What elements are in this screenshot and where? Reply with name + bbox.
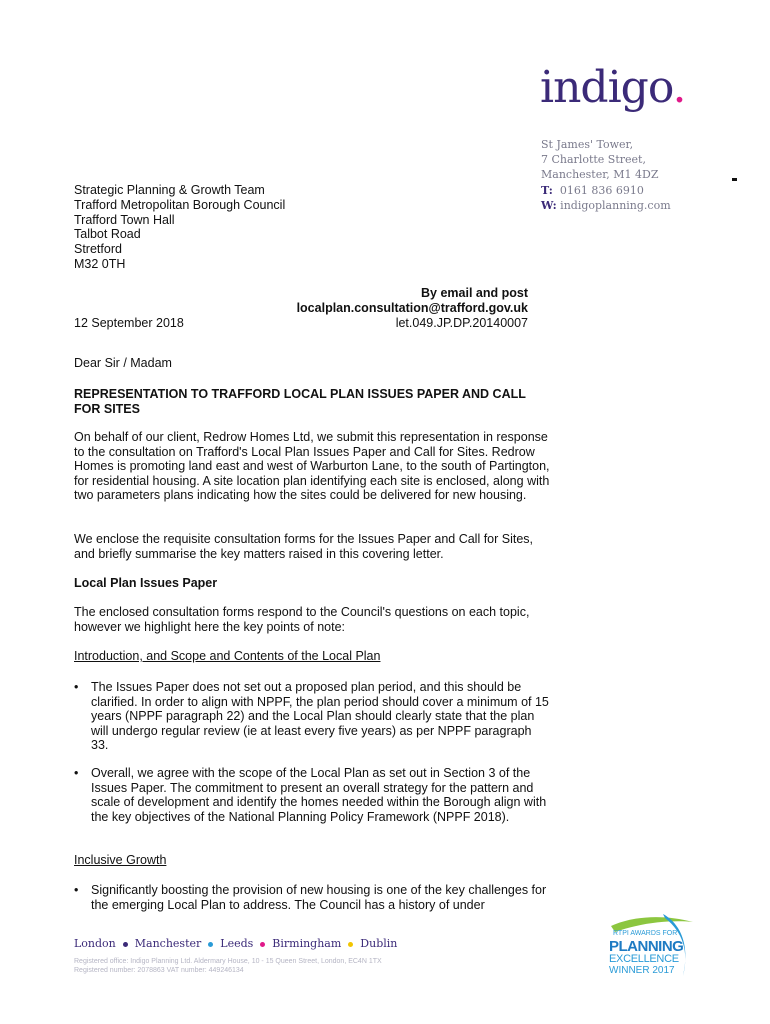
subheading-scope: Introduction, and Scope and Contents of the Local Plan	[74, 649, 381, 663]
phone-line	[541, 183, 671, 198]
address-line: Manchester, M1 4DZ	[541, 168, 659, 181]
web-label: W:	[541, 199, 557, 212]
logo-dot: .	[672, 62, 686, 113]
paragraph-enclosures: We enclose the requisite consultation forms for the Issues Paper and Call for Sites, and briefly summarise the key matters raised in this covering letter.	[74, 532, 534, 561]
office-separator-dot	[260, 942, 265, 947]
award-line: EXCELLENCE	[609, 953, 679, 965]
letter-subject: REPRESENTATION TO TRAFFORD LOCAL PLAN ISSUES PAPER AND CALL FOR SITES	[74, 387, 526, 416]
address-line: 7 Charlotte Street,	[541, 153, 646, 166]
consultation-email: localplan.consultation@trafford.gov.uk	[296, 300, 528, 315]
bullet-plan-period: • The Issues Paper does not set out a proposed plan period, and this should be clarified. In order to align with NPPF, the plan period should cover a minimum of 15 years (NPPF paragraph 22) and the Local Plan should clearly state that the plan will undergo regular review (ie at least every five years) as per NPPF paragraph 33.	[74, 680, 550, 753]
office-separator-dot	[208, 942, 213, 947]
bullet-list	[74, 883, 550, 912]
letter-reference: let.049.JP.DP.20140007	[395, 316, 528, 330]
phone-label: T:	[541, 184, 553, 197]
delivery-text: By email and post	[421, 286, 528, 300]
office-name: Manchester	[134, 937, 202, 950]
recipient-line: M32 0TH	[74, 256, 126, 271]
recipient-line: Trafford Metropolitan Borough Council	[74, 197, 286, 212]
logo-text: indigo	[540, 62, 673, 113]
recipient-line: Talbot Road	[74, 227, 141, 242]
bullet-housing: • Significantly boosting the provision of new housing is one of the key challenges for the emerging Local Plan to address. The Council has a history of under	[74, 883, 550, 912]
office-name: Dublin	[360, 937, 398, 950]
sender-address	[541, 137, 659, 182]
section-heading: Local Plan Issues Paper	[74, 576, 218, 590]
award-line: PLANNING	[609, 938, 684, 955]
paragraph-forms: The enclosed consultation forms respond to the Council's questions on each topic, however we highlight here the key points of note:	[74, 605, 530, 634]
subheading-inclusive-growth: Inclusive Growth	[74, 853, 167, 867]
recipient-line: Stretford	[74, 242, 122, 257]
indigo-logo	[540, 62, 686, 113]
margin-mark	[732, 178, 737, 181]
award-line: WINNER 2017	[609, 965, 675, 976]
phone-number: 0161 836 6910	[559, 184, 644, 197]
paragraph-intro: On behalf of our client, Redrow Homes Ltd, we submit this representation in response to the consultation on Trafford's Local Plan Issues Paper and Call for Sites. Redrow Homes is promoting land east and west of Warburton Lane, to the south of Partington, for residential housing. A site location plan identifying each site is enclosed, along with two parameters plans indicating how the sites could be delivered for new housing.	[74, 430, 550, 503]
rtpi-award-badge	[603, 912, 703, 982]
recipient-line: Strategic Planning & Growth Team	[74, 183, 265, 197]
sender-contact	[541, 183, 671, 213]
bullet-list	[74, 680, 550, 753]
award-line: RTPI AWARDS FOR	[613, 930, 678, 937]
office-separator-dot	[123, 942, 128, 947]
office-name: London	[74, 937, 116, 950]
web-line	[541, 198, 671, 213]
delivery-method	[297, 286, 528, 316]
office-locations	[74, 937, 397, 950]
bullet-list	[74, 766, 550, 824]
salutation: Dear Sir / Madam	[74, 356, 172, 370]
registered-office: Registered office: Indigo Planning Ltd. Aldermary House, 10 - 15 Queen Street, London, EC4N 1TX	[74, 958, 382, 965]
web-address: indigoplanning.com	[560, 199, 671, 212]
registered-number: Registered number: 2078863 VAT number: 449246134	[74, 967, 244, 974]
letter-date: 12 September 2018	[74, 316, 184, 330]
registration-details	[74, 957, 382, 975]
office-name: Birmingham	[272, 937, 342, 950]
office-name: Leeds	[220, 937, 254, 950]
recipient-address	[74, 183, 285, 272]
recipient-line: Trafford Town Hall	[74, 212, 175, 227]
office-separator-dot	[348, 942, 353, 947]
bullet-scope: • Overall, we agree with the scope of the Local Plan as set out in Section 3 of the Issues Paper. The commitment to present an overall strategy for the pattern and scale of development and identify the homes needed within the Borough align with the key objectives of the National Planning Policy Framework (NPPF 2018).	[74, 766, 550, 824]
address-line: St James' Tower,	[541, 138, 634, 151]
